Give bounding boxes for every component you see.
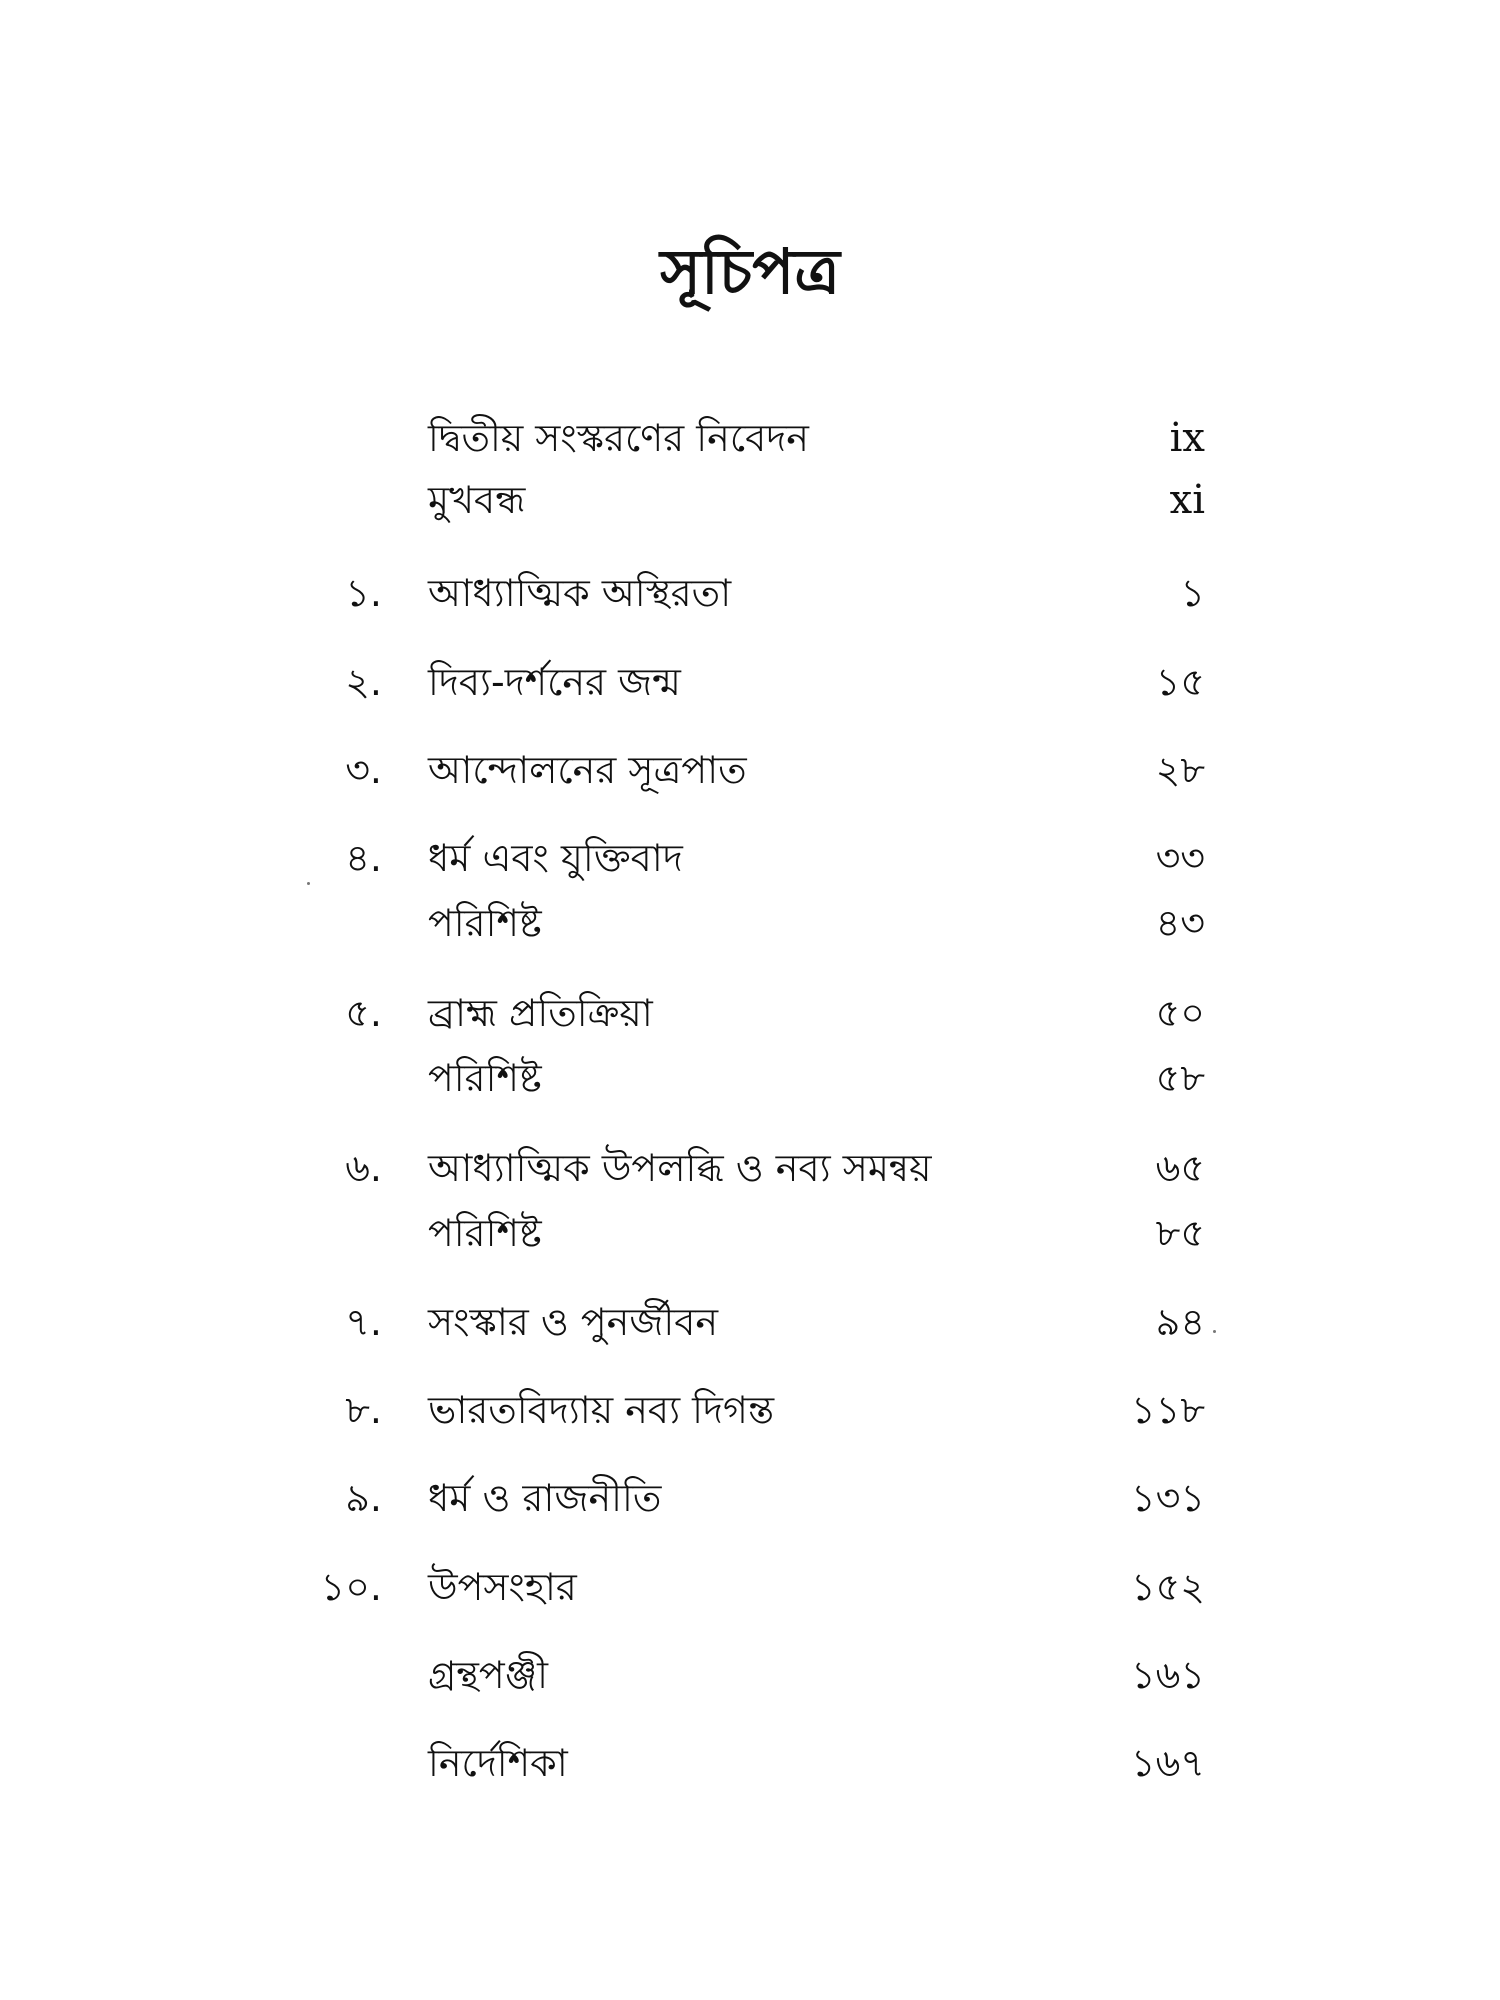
toc-entry: [0, 470, 1500, 530]
toc-entry-number: ১.: [345, 571, 382, 615]
toc-entry-page: ৪৩: [1155, 901, 1205, 945]
toc-entry-title: ধর্ম ও রাজনীতি: [428, 1476, 662, 1520]
toc-entry: [0, 563, 1500, 623]
toc-entry: [0, 1557, 1500, 1617]
toc-entry-page: ১: [1180, 571, 1205, 615]
toc-entry-title: পরিশিষ্ট: [428, 901, 542, 945]
toc-entry-number: ৩.: [345, 748, 382, 792]
toc-entry-title: পরিশিষ্ট: [428, 1211, 542, 1255]
toc-entry: [0, 893, 1500, 953]
toc-entry-number: ৫.: [345, 991, 382, 1035]
toc-entry-page: ১৩১: [1130, 1476, 1205, 1520]
toc-entry-page: ১১৮: [1131, 1388, 1205, 1432]
toc-entry: [0, 1468, 1500, 1528]
toc-entry: [0, 1292, 1500, 1352]
toc-entry-title: উপসংহার: [428, 1565, 577, 1609]
toc-entry: [0, 1380, 1500, 1440]
toc-entry-number: ৯.: [345, 1476, 382, 1520]
toc-entry: [0, 1733, 1500, 1793]
scan-speck: [1213, 1330, 1216, 1333]
toc-entry: [0, 828, 1500, 888]
toc-entry-number: ৬.: [345, 1146, 382, 1190]
toc-entry-title: দ্বিতীয় সংস্করণের নিবেদন: [428, 416, 809, 460]
toc-entry: [0, 1048, 1500, 1108]
toc-entry-title: আধ্যাত্মিক অস্থিরতা: [428, 571, 732, 615]
toc-entry-page: xi: [1169, 477, 1205, 523]
toc-entry-title: ব্রাহ্ম প্রতিক্রিয়া: [428, 991, 653, 1035]
toc-entry-title: ভারতবিদ্যায় নব্য দিগন্ত: [428, 1388, 775, 1432]
toc-entry: [0, 1203, 1500, 1263]
toc-entry-title: পরিশিষ্ট: [428, 1056, 542, 1100]
toc-entry-page: ৬৫: [1155, 1146, 1205, 1190]
toc-entry: [0, 983, 1500, 1043]
toc-entry: [0, 1138, 1500, 1198]
toc-entry-title: আন্দোলনের সূত্রপাত: [428, 748, 747, 792]
toc-entry-page: ৫০: [1155, 991, 1205, 1035]
toc-entry-page: ৮৫: [1155, 1211, 1205, 1255]
toc-entry-number: ১০.: [320, 1565, 382, 1609]
scan-speck: [307, 882, 310, 885]
toc-entry-page: ৩৩: [1155, 836, 1205, 880]
toc-entry-page: ৫৮: [1155, 1056, 1205, 1100]
toc-entry-page: ১৬১: [1130, 1653, 1205, 1697]
toc-entry: [0, 1645, 1500, 1705]
toc-entry-page: ১৬৭: [1130, 1741, 1205, 1785]
toc-entry-number: ৭.: [345, 1300, 382, 1344]
toc-entry-page: ২৮: [1155, 748, 1205, 792]
page-title: সূচিপত্র: [660, 235, 840, 308]
toc-entry-page: ১৫২: [1130, 1565, 1205, 1609]
toc-entry-title: সংস্কার ও পুনর্জীবন: [428, 1300, 719, 1344]
toc-entry-title: আধ্যাত্মিক উপলব্ধি ও নব্য সমন্বয়: [428, 1146, 932, 1190]
toc-entry-page: ১৫: [1155, 660, 1205, 704]
toc-entry-title: ধর্ম এবং যুক্তিবাদ: [428, 836, 683, 880]
toc-entry-title: দিব্য-দর্শনের জন্ম: [428, 660, 681, 704]
toc-entry-number: ৮.: [345, 1388, 382, 1432]
toc-entry: [0, 408, 1500, 468]
toc-entry: [0, 740, 1500, 800]
toc-entry-number: ৪.: [345, 836, 382, 880]
toc-entry-page: ৯৪: [1155, 1300, 1205, 1344]
toc-entry-page: ix: [1169, 415, 1205, 461]
toc-entry: [0, 652, 1500, 712]
toc-entry-title: নির্দেশিকা: [428, 1741, 568, 1785]
toc-entry-number: ২.: [345, 660, 382, 704]
toc-entry-title: গ্রন্থপঞ্জী: [428, 1653, 549, 1697]
toc-entry-title: মুখবন্ধ: [428, 478, 526, 522]
